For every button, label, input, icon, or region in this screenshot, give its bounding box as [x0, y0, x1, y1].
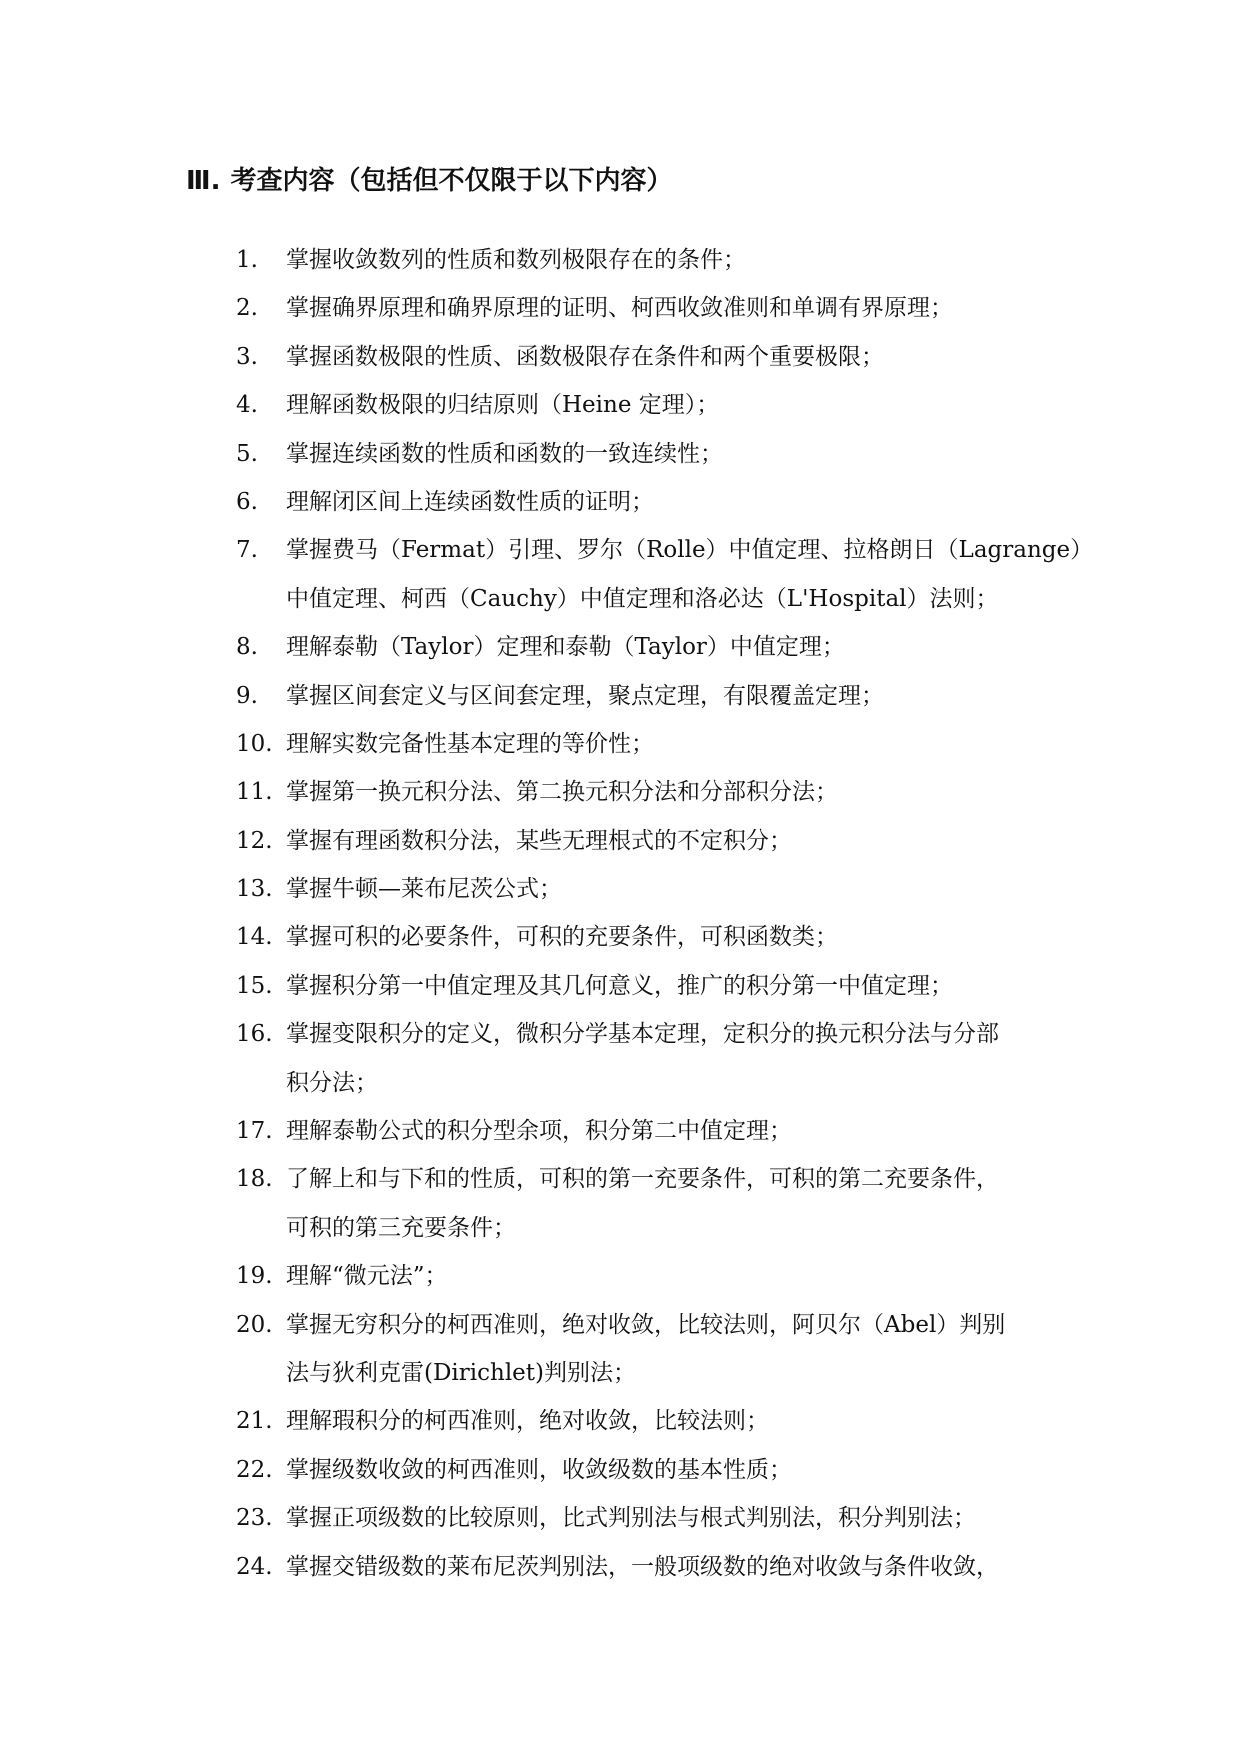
list-item	[236, 284, 1056, 332]
list-item	[236, 1107, 1056, 1155]
list-item	[236, 623, 1056, 671]
item-number: 5.	[236, 440, 258, 467]
list-item-continuation	[236, 1349, 1056, 1397]
item-number: 4.	[236, 392, 258, 419]
item-number: 7.	[236, 537, 258, 564]
item-text: 可积的第三充要条件；	[286, 1214, 516, 1241]
section-number: Ⅲ.	[186, 166, 221, 196]
item-number: 1.	[236, 247, 258, 273]
item-text: 掌握正项级数的比较原则，比式判别法与根式判别法，积分判别法；	[286, 1505, 976, 1532]
list-item	[236, 720, 1056, 768]
item-text: 掌握区间套定义与区间套定理，聚点定理，有限覆盖定理；	[286, 682, 884, 709]
item-number: 16.	[236, 1021, 273, 1048]
item-number: 11.	[236, 779, 273, 806]
item-text: 理解瑕积分的柯西准则，绝对收敛，比较法则；	[286, 1408, 769, 1435]
item-number: 14.	[236, 924, 273, 951]
item-text: 掌握有理函数积分法，某些无理根式的不定积分；	[286, 827, 792, 854]
item-text: 掌握无穷积分的柯西准则，绝对收敛，比较法则，阿贝尔（Abel）判别	[286, 1311, 1006, 1338]
list-item	[236, 817, 1056, 865]
list-item	[236, 478, 1056, 526]
item-number: 12.	[236, 827, 273, 854]
item-text: 掌握确界原理和确界原理的证明、柯西收敛准则和单调有界原理；	[286, 295, 953, 322]
item-number: 24.	[236, 1553, 273, 1580]
list-item	[236, 333, 1056, 381]
list-item	[236, 430, 1056, 478]
item-text: 理解函数极限的归结原则（Heine 定理）；	[286, 392, 720, 419]
item-number: 22.	[236, 1456, 273, 1483]
list-item-continuation	[236, 1059, 1056, 1107]
item-number: 18.	[236, 1166, 273, 1193]
syllabus-item-list	[236, 236, 1094, 1591]
item-number: 21.	[236, 1408, 273, 1435]
item-text: 理解泰勒（Taylor）定理和泰勒（Taylor）中值定理；	[286, 634, 845, 661]
item-text: 掌握积分第一中值定理及其几何意义，推广的积分第一中值定理；	[286, 972, 953, 999]
item-number: 23.	[236, 1505, 273, 1532]
item-number: 6.	[236, 488, 258, 515]
item-text: 掌握函数极限的性质、函数极限存在条件和两个重要极限；	[286, 343, 884, 370]
list-item	[236, 1301, 1056, 1349]
item-text: 掌握费马（Fermat）引理、罗尔（Rolle）中值定理、拉格朗日（Lagrange）	[286, 537, 1094, 564]
item-text: 掌握交错级数的莱布尼茨判别法，一般项级数的绝对收敛与条件收敛，	[286, 1553, 999, 1580]
item-number: 8.	[236, 634, 258, 661]
item-text: 掌握收敛数列的性质和数列极限存在的条件；	[286, 247, 746, 273]
item-number: 15.	[236, 972, 273, 999]
item-text: 法与狄利克雷(Dirichlet)判别法；	[286, 1359, 636, 1386]
item-text: 理解“微元法”；	[286, 1263, 448, 1290]
section-title: 考查内容（包括但不仅限于以下内容）	[230, 166, 673, 196]
list-item	[236, 768, 1056, 816]
item-number: 19.	[236, 1263, 273, 1290]
list-item	[236, 865, 1056, 913]
item-text: 理解泰勒公式的积分型余项，积分第二中值定理；	[286, 1118, 792, 1145]
item-text: 理解闭区间上连续函数性质的证明；	[286, 488, 654, 515]
list-item	[236, 1543, 1056, 1591]
item-text: 积分法；	[286, 1069, 378, 1096]
item-text: 掌握牛顿—莱布尼茨公式；	[286, 876, 562, 903]
item-text: 理解实数完备性基本定理的等价性；	[286, 730, 654, 757]
item-number: 10.	[236, 730, 273, 757]
item-text: 掌握第一换元积分法、第二换元积分法和分部积分法；	[286, 779, 838, 806]
list-item-continuation	[236, 575, 1056, 623]
list-item	[236, 913, 1056, 961]
item-number: 13.	[236, 876, 273, 903]
list-item	[236, 1252, 1056, 1300]
list-item-continuation	[236, 1204, 1056, 1252]
item-number: 2.	[236, 295, 258, 322]
item-number: 20.	[236, 1311, 273, 1338]
list-item	[236, 1397, 1056, 1445]
item-text: 了解上和与下和的性质，可积的第一充要条件，可积的第二充要条件，	[286, 1166, 999, 1193]
list-item	[236, 1010, 1056, 1058]
item-text: 掌握可积的必要条件，可积的充要条件，可积函数类；	[286, 924, 838, 951]
item-text: 掌握级数收敛的柯西准则，收敛级数的基本性质；	[286, 1456, 792, 1483]
list-item	[236, 1155, 1056, 1203]
list-item	[236, 672, 1056, 720]
list-item	[236, 1446, 1056, 1494]
item-number: 9.	[236, 682, 258, 709]
item-text: 掌握连续函数的性质和函数的一致连续性；	[286, 440, 723, 467]
item-text: 中值定理、柯西（Cauchy）中值定理和洛必达（L'Hospital）法则；	[286, 585, 999, 612]
item-number: 17.	[236, 1118, 273, 1145]
list-item	[236, 526, 1094, 574]
item-text: 掌握变限积分的定义，微积分学基本定理，定积分的换元积分法与分部	[286, 1021, 999, 1048]
list-item	[236, 1494, 1056, 1542]
item-number: 3.	[236, 343, 258, 370]
section-heading	[186, 162, 672, 200]
list-item	[236, 962, 1056, 1010]
list-item	[236, 236, 1056, 284]
list-item	[236, 381, 1056, 429]
